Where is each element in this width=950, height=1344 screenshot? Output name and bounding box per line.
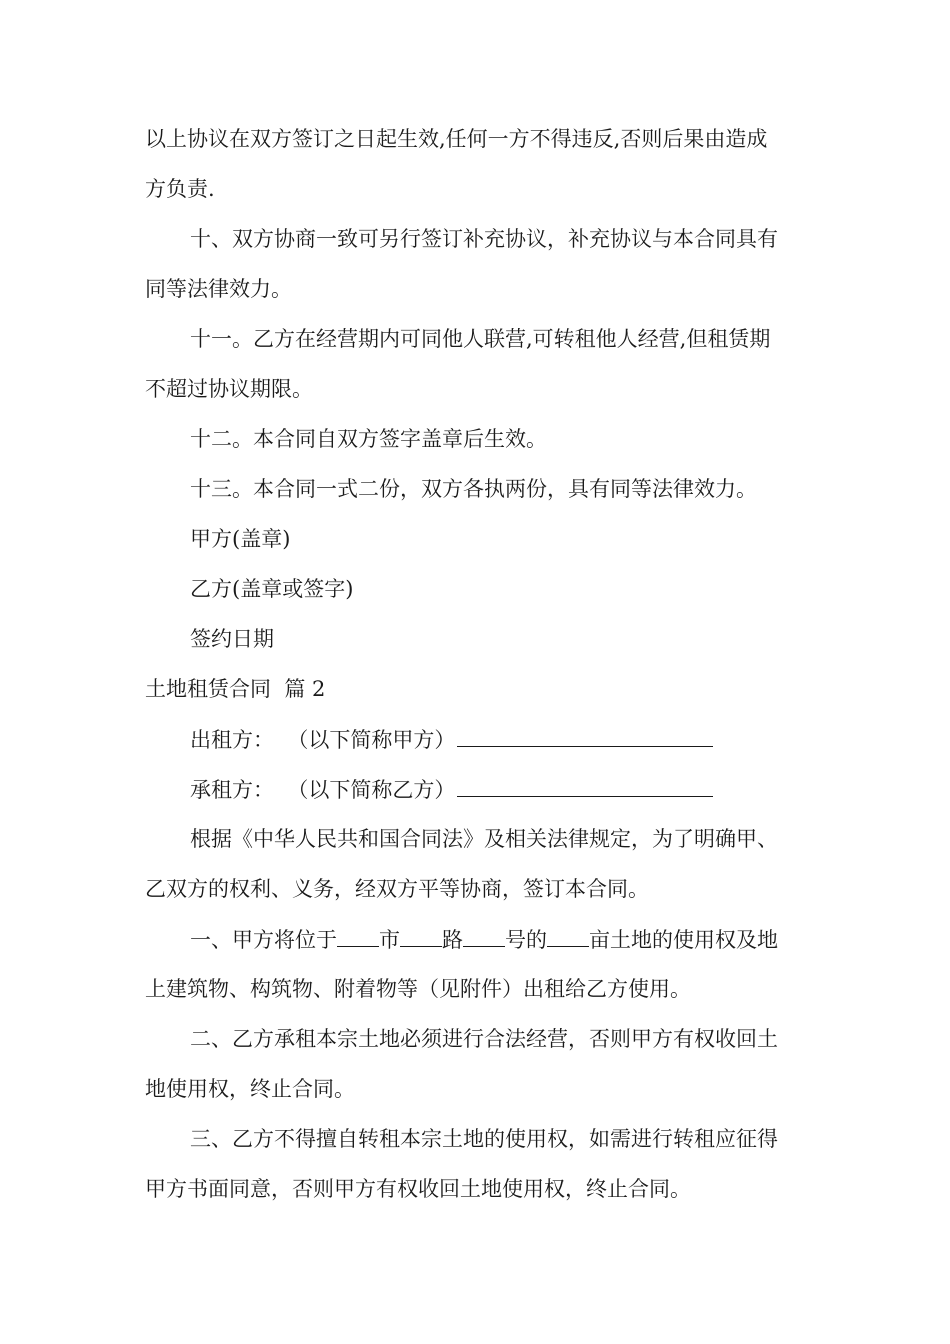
lessee-label: 承租方： （以下简称乙方） [190, 778, 456, 802]
number-blank [463, 924, 505, 947]
section-title: 土地租赁合同 篇 2 [145, 677, 326, 701]
text-line: 不超过协议期限。 [145, 377, 313, 401]
party-a-seal: 甲方(盖章) [190, 527, 291, 551]
clause-2: 二、乙方承租本宗土地必须进行合法经营，否则甲方有权收回土 [190, 1027, 778, 1051]
text-line: 方负责. [145, 177, 215, 201]
clause-11: 十一。乙方在经营期内可同他人联营,可转租他人经营,但租赁期 [190, 327, 771, 351]
clause-13: 十三。本合同一式二份，双方各执两份，具有同等法律效力。 [190, 477, 757, 501]
party-b-seal: 乙方(盖章或签字) [190, 577, 354, 601]
text-line: 地使用权，终止合同。 [145, 1077, 355, 1101]
area-blank [547, 924, 589, 947]
clause-1-part: 市 [379, 928, 400, 952]
preamble-line: 根据《中华人民共和国合同法》及相关法律规定，为了明确甲、 [190, 827, 778, 851]
lessor-blank [457, 724, 713, 747]
lessor-line [190, 724, 713, 755]
clause-1-part: 一、甲方将位于 [190, 928, 337, 952]
city-blank [337, 924, 379, 947]
clause-3: 三、乙方不得擅自转租本宗土地的使用权，如需进行转租应征得 [190, 1127, 778, 1151]
lessee-line [190, 774, 713, 805]
text-line: 上建筑物、构筑物、附着物等（见附件）出租给乙方使用。 [145, 977, 691, 1001]
text-line: 乙双方的权利、义务，经双方平等协商，签订本合同。 [145, 877, 649, 901]
clause-12: 十二。本合同自双方签字盖章后生效。 [190, 427, 547, 451]
clause-1 [190, 924, 778, 955]
lessor-label: 出租方： （以下简称甲方） [190, 728, 456, 752]
text-line: 以上协议在双方签订之日起生效,任何一方不得违反,否则后果由造成 [145, 127, 768, 151]
text-line: 同等法律效力。 [145, 277, 292, 301]
clause-1-part: 号的 [505, 928, 547, 952]
clause-1-part: 亩土地的使用权及地 [589, 928, 778, 952]
text-line: 甲方书面同意，否则甲方有权收回土地使用权，终止合同。 [145, 1177, 691, 1201]
clause-1-part: 路 [442, 928, 463, 952]
road-blank [400, 924, 442, 947]
lessee-blank [457, 774, 713, 797]
clause-10: 十、双方协商一致可另行签订补充协议，补充协议与本合同具有 [190, 227, 778, 251]
signing-date: 签约日期 [190, 627, 274, 651]
